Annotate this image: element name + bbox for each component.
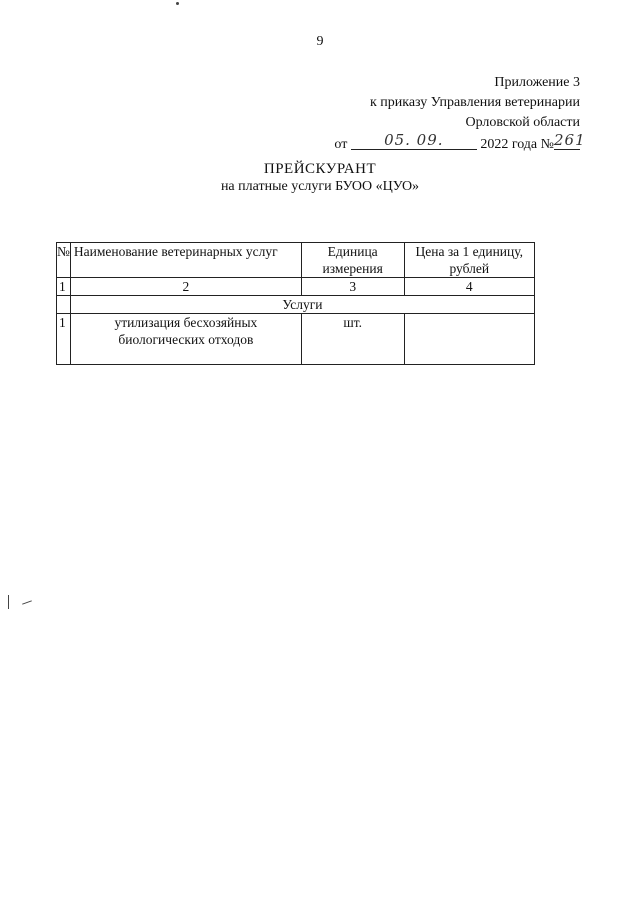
document-title: ПРЕЙСКУРАНТ	[263, 161, 377, 177]
section-empty-cell	[57, 296, 71, 314]
row-price	[404, 314, 534, 365]
row-unit: шт.	[301, 314, 404, 365]
column-number-cell: 3	[301, 278, 404, 296]
section-title: Услуги	[70, 296, 534, 314]
table-header-row	[57, 243, 535, 278]
handwritten-order-number: 261	[554, 131, 586, 149]
page-number: 9	[316, 34, 324, 49]
order-date-line	[334, 131, 586, 155]
number-blank	[554, 131, 586, 150]
date-prefix: от	[334, 137, 348, 152]
date-blank	[351, 133, 477, 150]
appendix-region: Орловской области	[465, 115, 580, 130]
scan-speck	[8, 595, 9, 609]
column-number-row	[57, 278, 535, 296]
document-subtitle: на платные услуги БУОО «ЦУО»	[220, 179, 420, 194]
scan-speck	[176, 2, 179, 5]
order-year-text: 2022 года №	[480, 137, 554, 152]
column-number-cell: 1	[57, 278, 71, 296]
column-number-cell: 2	[70, 278, 301, 296]
row-number: 1	[57, 314, 71, 365]
section-row	[57, 296, 535, 314]
row-service-name: утилизация бесхозяйных биологических отходов	[70, 314, 301, 365]
column-number-cell: 4	[404, 278, 534, 296]
header-num: №	[57, 243, 71, 278]
appendix-title: Приложение 3	[494, 75, 580, 90]
appendix-block	[334, 73, 586, 155]
document-heading	[0, 160, 640, 196]
header-service-name: Наименование ветеринарных услуг	[70, 243, 301, 278]
table-row	[57, 314, 535, 365]
header-unit: Единица измерения	[301, 243, 404, 278]
appendix-order-ref: к приказу Управления ветеринарии	[369, 95, 580, 110]
handwritten-date: 05. 09.	[384, 131, 444, 149]
header-price: Цена за 1 единицу, рублей	[404, 243, 534, 278]
price-list-table	[56, 242, 535, 365]
scan-speck	[22, 600, 32, 604]
